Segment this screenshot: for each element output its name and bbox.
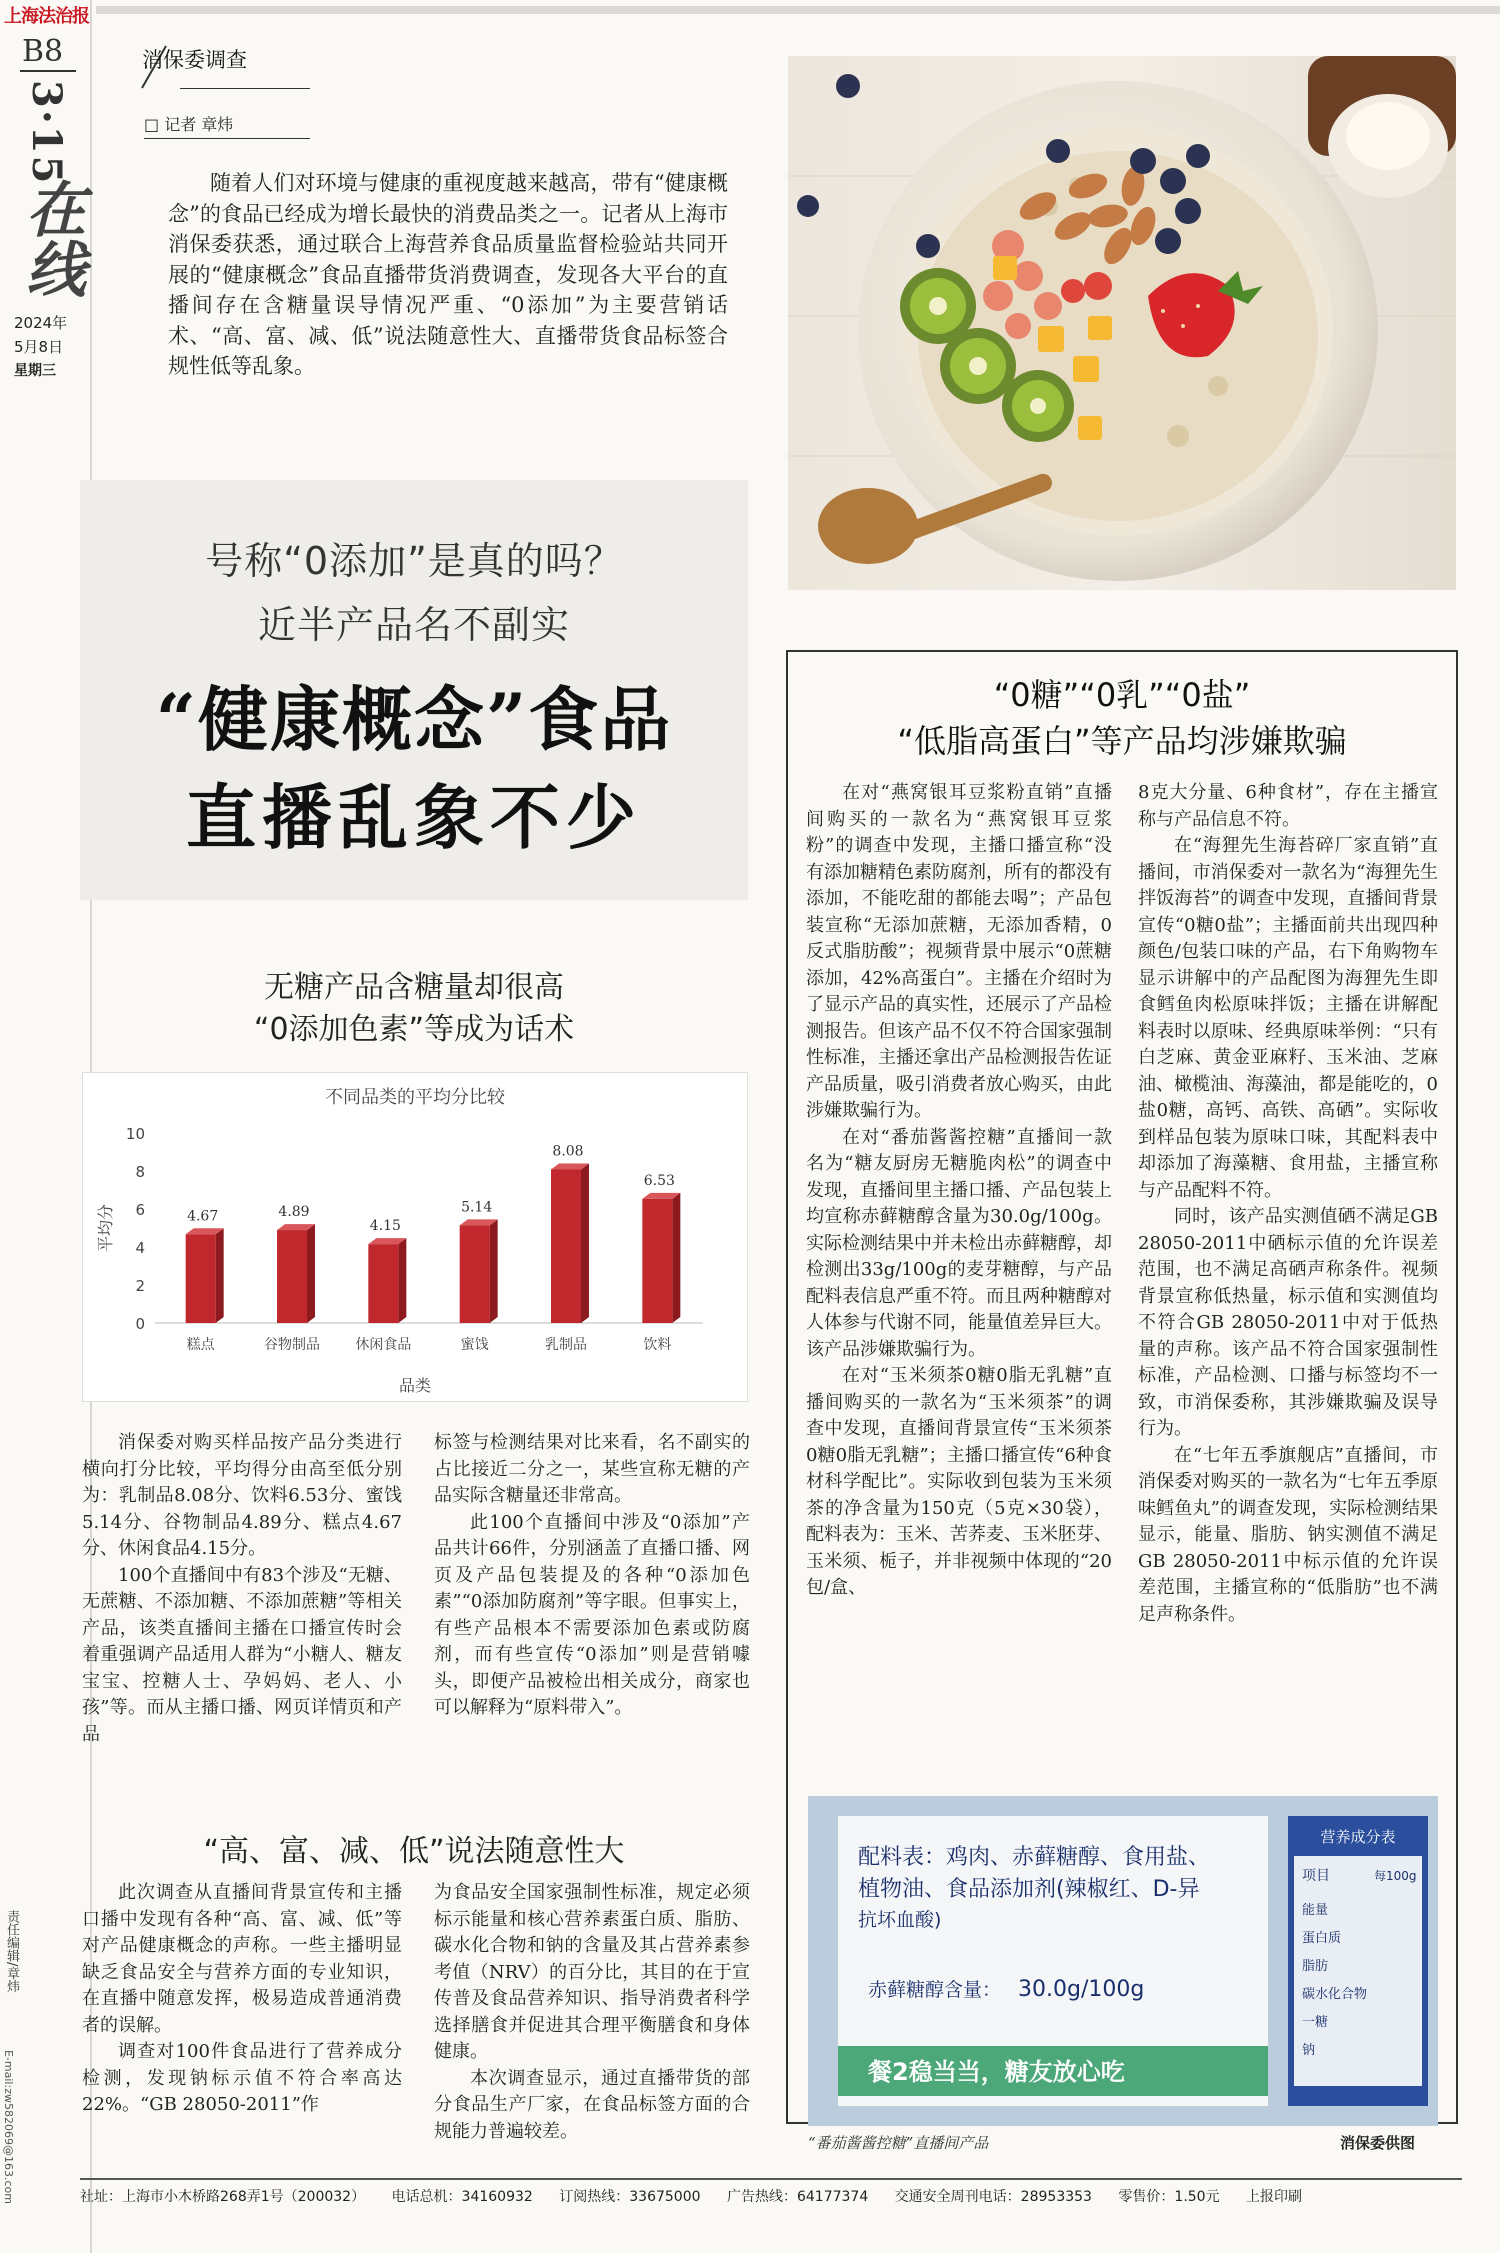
sidebar-column-1 <box>806 780 1112 1602</box>
footer-ad: 广告热线：64177374 <box>726 2189 869 2205</box>
paragraph: 在对“番茄酱酱控糖”直播间一款名为“糖友厨房无糖脆肉松”的调查中发现，直播间里主播口播、产品包装上均宣称赤藓糖醇含量为30.0g/100g。实际检测结果中并未检出赤藓糖醇，却检测出33g/100g的麦芽糖醇，与产品配料表信息严重不符。而且两种糖醇对人体参与代谢不同，能量值差异巨大。该产品涉嫌欺骗行为。 <box>806 1126 1112 1360</box>
chart-bar-side <box>490 1219 498 1323</box>
chart-bar <box>186 1234 216 1323</box>
chart-y-tick: 10 <box>125 1125 145 1143</box>
paragraph: 在对“燕窝银耳豆浆粉直销”直播间购买的一款名为“燕窝银耳豆浆粉”的调查中发现，主播口播宣称“没有添加糖精色素防腐剂，所有的都没有添加，不能吃甜的都能去喝”；产品包装宣称“无添加蔗糖，无添加香精，0反式脂肪酸”；视频背景中展示“0蔗糖添加，42%高蛋白”。主播在介绍时为了显示产品的真实性，还展示了产品检测报告。但该产品不仅不符合国家强制性标准，主播还拿出产品检测报告佐证产品质量，吸引消费者放心购买，由此涉嫌欺骗行为。 <box>806 782 1112 1121</box>
chart-data-label: 4.67 <box>187 1208 219 1225</box>
chart-bar <box>368 1244 398 1323</box>
chart-data-label: 4.89 <box>278 1204 310 1221</box>
subhead-1a: 无糖产品含糖量却很高 <box>264 970 564 1005</box>
body-column-2 <box>434 1430 750 1722</box>
chart-data-label: 5.14 <box>461 1199 493 1216</box>
section-rule <box>180 88 310 89</box>
chart-category-label: 休闲食品 <box>355 1337 412 1353</box>
sidebar-headline-1: “0糖”“0乳”“0盐” <box>993 676 1251 714</box>
chart-y-tick: 8 <box>135 1163 145 1181</box>
chart-y-tick: 4 <box>135 1239 145 1257</box>
issue-weekday: 星期三 <box>14 363 56 379</box>
chart-category-label: 谷物制品 <box>264 1337 320 1353</box>
footer-print: 上报印刷 <box>1246 2189 1303 2205</box>
section-tag: 消保委调查 <box>142 48 247 72</box>
nutrition-row-label: 脂肪 <box>1302 1959 1329 1974</box>
paragraph: 消保委对购买样品按产品分类进行横向打分比较，平均得分由高至低分别为：乳制品8.08分、饮料6.53分、蜜饯5.14分、谷物制品4.89分、糕点4.67分、休闲食品4.15分。 <box>82 1432 402 1559</box>
chart-bar-side <box>398 1238 406 1323</box>
product-ingredients-3: 抗坏血酸) <box>858 1909 942 1931</box>
column-name: 在线 <box>16 178 86 298</box>
footer-subscribe: 订阅热线：33675000 <box>559 2189 701 2205</box>
editor-credit: 责任编辑/章炜 <box>4 1910 19 1993</box>
oatmeal-bowl-illustration <box>788 56 1456 590</box>
issue-date: 5月8日 <box>14 338 64 356</box>
photo-caption: “番茄酱酱控糖”直播间产品 <box>808 2134 989 2152</box>
chart-bar-side <box>216 1228 224 1323</box>
newspaper-logo: 上海法治报 <box>4 6 89 27</box>
chart-category-label: 乳制品 <box>545 1337 587 1353</box>
chart-bar <box>460 1225 490 1323</box>
top-rule <box>96 6 1500 14</box>
product-label-illustration <box>808 1796 1438 2126</box>
chart-bar-side <box>581 1163 589 1323</box>
issue-year: 2024年 <box>14 314 68 332</box>
chart-svg <box>83 1073 747 1401</box>
paragraph: 8克大分量、6种食材”，存在主播宣称与产品信息不符。 <box>1138 782 1438 830</box>
paragraph: 本次调查显示，通过直播带货的部分食品生产厂家，在食品标签方面的合规能力普遍较差。 <box>434 2067 750 2142</box>
product-slogan: 餐2稳当当，糖友放心吃 <box>868 2058 1125 2086</box>
food-photo <box>788 56 1456 590</box>
chart-bar-side <box>672 1193 680 1323</box>
sidebar-column-2 <box>1138 780 1438 1628</box>
sidebar-headline-2: “低脂高蛋白”等产品均涉嫌欺骗 <box>897 722 1347 760</box>
chart-data-label: 6.53 <box>643 1172 675 1189</box>
nutrition-header-per100g: 每100g <box>1374 1869 1417 1883</box>
footer-traffic: 交通安全周刊电话：28953353 <box>894 2189 1092 2205</box>
photo-credit: 消保委供图 <box>1340 2134 1416 2152</box>
reporter-byline: □ 记者 章炜 <box>144 115 234 134</box>
headline-kicker-2: 近半产品名不副实 <box>257 603 570 647</box>
chart-title: 不同品类的平均分比较 <box>325 1087 505 1108</box>
nutrition-header-item: 项目 <box>1302 1868 1330 1884</box>
paragraph: 在对“玉米须茶0糖0脂无乳糖”直播间购买的一款名为“玉米须茶”的调查中发现，直播间背景宣传“玉米须茶0糖0脂无乳糖”；主播口播宣传“6种食材科学配比”。实际收到包装为玉米须茶的净含量为150克（5克×30袋），配料表为：玉米、苦荞麦、玉米胚芽、玉米须、栀子，并非视频中体现的“20包/盒、 <box>806 1365 1112 1598</box>
chart-bar <box>277 1230 307 1323</box>
footer-address: 社址：上海市小木桥路268弄1号（200032） <box>80 2189 366 2205</box>
headline-main-1: “健康概念”食品 <box>155 678 673 761</box>
product-erythritol-value: 30.0g/100g <box>1018 1977 1145 2002</box>
paragraph: 在“七年五季旗舰店”直播间，市消保委对购买的一款名为“七年五季原味鳕鱼丸”的调查发现，实际检测结果显示，能量、脂肪、钠实测值不满足GB 28050-2011中标示值的允许误差范围，主播宣称的“低脂肪”也不满足声称条件。 <box>1138 1444 1438 1625</box>
chart-bar <box>642 1199 672 1323</box>
paragraph: 为食品安全国家强制性标准，规定必须标示能量和核心营养素蛋白质、脂肪、碳水化合物和钠的含量及其占营养素参考值（NRV）的百分比，其目的在于宣传普及食品营养知识、指导消费者科学选择膳食并促进其合理平衡膳食和身体健康。 <box>434 1882 750 2062</box>
nutrition-row-label: 蛋白质 <box>1302 1931 1342 1946</box>
product-ingredients-2: 植物油、食品添加剂(辣椒红、D-异 <box>858 1877 1200 1902</box>
chart-y-tick: 0 <box>135 1315 145 1333</box>
editor-email: E-mail:zw582069@163.com <box>2 2050 15 2204</box>
page-number: B8 <box>22 34 64 69</box>
page-rule <box>20 70 76 72</box>
paragraph: 调查对100件食品进行了营养成分检测，发现钠标示值不符合率高达22%。“GB 28050-2011”作 <box>82 2041 402 2115</box>
nutrition-row-label: 能量 <box>1302 1903 1329 1918</box>
footer-price: 零售价：1.50元 <box>1118 2189 1220 2205</box>
footer <box>80 2186 1462 2206</box>
chart-x-label: 品类 <box>398 1376 432 1395</box>
column-date-tag: 3·15 <box>23 80 70 186</box>
headline-kicker-1: 号称“0添加”是真的吗？ <box>205 539 623 583</box>
paragraph: 同时，该产品实测值硒不满足GB 28050-2011中硒标示值的允许误差范围，也不满足高硒声称条件。视频背景宣称低热量，标示值和实测值均不符合GB 28050-2011中对于低热量的声称。该产品不符合国家强制性标准，产品检测、口播与标签均不一致，市消保委称，其涉嫌欺骗及误导行为。 <box>1138 1206 1438 1439</box>
product-photo <box>808 1796 1438 2126</box>
body-column-4 <box>434 1880 750 2145</box>
paragraph: 100个直播间中有83个涉及“无糖、无蔗糖、不添加糖、不添加蔗糖”等相关产品，该类直播间主播在口播宣传时会着重强调产品适用人群为“小糖人、糖友宝宝、控糖人士、孕妈妈、老人、小孩”等。而从主播口播、网页详情页和产品 <box>82 1564 402 1745</box>
nutrition-row-label: 钠 <box>1302 2043 1316 2058</box>
paragraph: 标签与检测结果对比来看，名不副实的占比接近二分之一，某些宣称无糖的产品实际含糖量还非常高。 <box>434 1432 750 1506</box>
chart-bar <box>551 1169 581 1323</box>
chart-category-label: 糕点 <box>186 1337 215 1353</box>
byline-rule <box>144 138 310 139</box>
nutrition-panel-title: 营养成分表 <box>1320 1828 1396 1846</box>
chart-data-label: 8.08 <box>552 1143 584 1160</box>
footer-phone: 电话总机：34160932 <box>391 2189 533 2205</box>
paragraph: 在“海狸先生海苔碎厂家直销”直播间，市消保委对一款名为“海狸先生拌饭海苔”的调查中发现，直播间背景宣传“0糖0盐”；主播面前共出现四种颜色/包装口味的产品，右下角购物车显示讲解中的产品配图为海狸先生即食鳕鱼肉松原味拌饭；主播在讲解配料表时以原味、经典原味举例：“只有白芝麻、黄金亚麻籽、玉米油、芝麻油、橄榄油、海藻油，都是能吃的，0盐0糖，高钙、高铁、高硒”。实际收到样品包装为原味口味，其配料表中却添加了海藻糖、食用盐，主播宣称与产品配料不符。 <box>1138 835 1438 1201</box>
product-ingredients-1: 配料表：鸡肉、赤藓糖醇、食用盐、 <box>858 1845 1211 1870</box>
footer-rule <box>80 2178 1462 2180</box>
product-erythritol-label: 赤藓糖醇含量： <box>868 1979 1002 2001</box>
chart-bar-side <box>307 1224 315 1323</box>
body-column-3 <box>82 1880 402 2119</box>
chart-data-label: 4.15 <box>369 1218 401 1235</box>
nutrition-row-label: 一糖 <box>1302 2015 1329 2030</box>
paragraph: 此100个直播间中涉及“0添加”产品共计66件，分别涵盖了直播口播、网页及产品包装提及的各种“0添加色素”“0添加防腐剂”等字眼。但事实上，有些产品根本不需要添加色素或防腐剂，而有些宣传“0添加”则是营销噱头，即便产品被检出相关成分，商家也可以解释为“原料带入”。 <box>434 1511 750 1718</box>
paragraph: 此次调查从直播间背景宣传和主播口播中发现有各种“高、富、减、低”等对产品健康概念的声称。一些主播明显缺乏食品安全与营养方面的专业知识，在直播中随意发挥，极易造成普通消费者的误解。 <box>82 1882 402 2036</box>
chart-category-label: 饮料 <box>643 1337 672 1353</box>
headline-main-2: 直播乱象不少 <box>186 776 642 859</box>
subhead-1b: “0添加色素”等成为话术 <box>253 1012 575 1047</box>
subhead-2: “高、富、减、低”说法随意性大 <box>203 1834 625 1869</box>
bar-chart <box>82 1072 748 1402</box>
chart-y-tick: 6 <box>135 1201 145 1219</box>
body-column-1 <box>82 1430 402 1748</box>
chart-category-label: 蜜饯 <box>460 1337 489 1353</box>
nutrition-row-label: 碳水化合物 <box>1302 1987 1368 2002</box>
lead-paragraph: 随着人们对环境与健康的重视度越来越高，带有“健康概念”的食品已经成为增长最快的消费品类之一。记者从上海市消保委获悉，通过联合上海营养食品质量监督检验站共同开展的“健康概念”食品直播带货消费调查，发现各大平台的直播间存在含糖量误导情况严重、“0添加”为主要营销话术、“高、富、减、低”说法随意性大、直播带货食品标签合规性低等乱象。 <box>168 171 728 378</box>
chart-y-label: 平均分 <box>96 1203 115 1253</box>
chart-y-tick: 2 <box>135 1277 145 1295</box>
